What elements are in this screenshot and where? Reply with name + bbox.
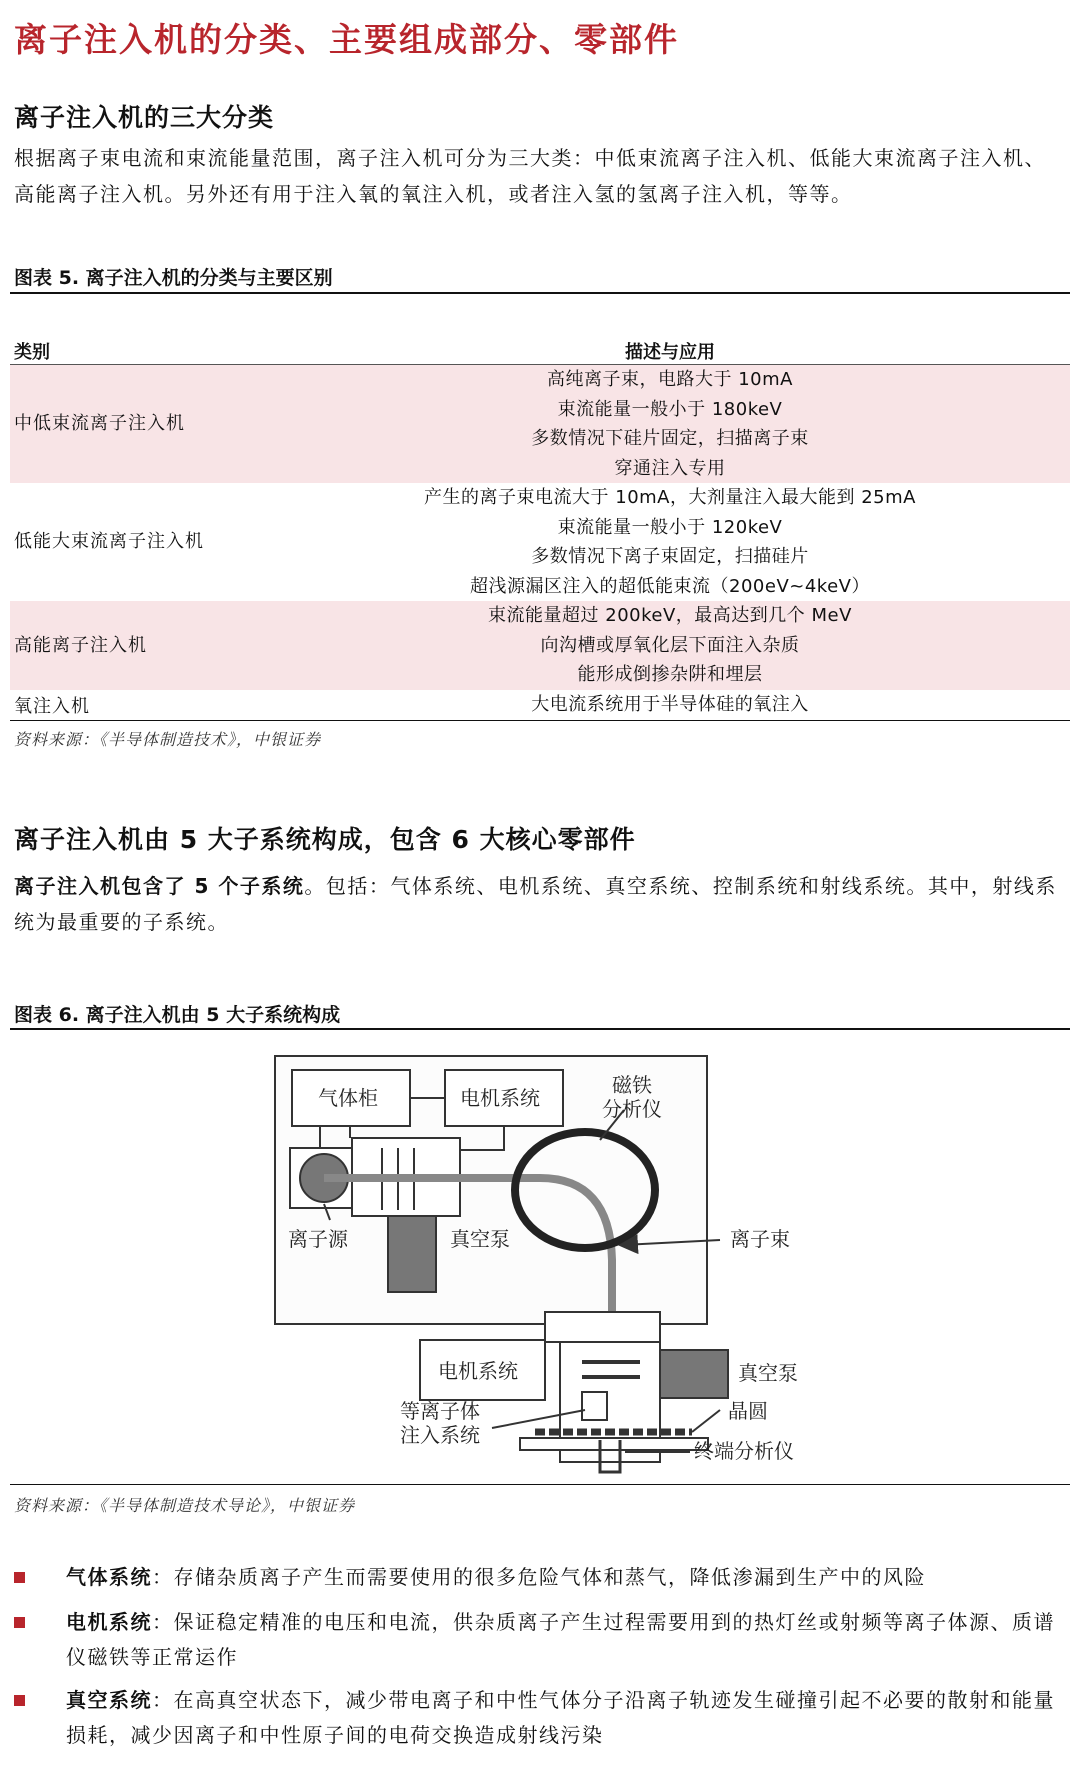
bullet-term: 电机系统 [66,1610,152,1634]
row-category: 低能大束流离子注入机 [14,531,204,552]
label-wafer: 晶圆 [728,1399,768,1423]
row-description [380,365,960,483]
label-magnet-analyzer-1: 磁铁 [612,1073,652,1097]
desc-line: 束流能量一般小于 120keV [557,516,783,538]
table-header [10,334,1070,365]
row-description [380,483,960,601]
label-plasma-1: 等离子体 [400,1399,480,1423]
label-vacuum-pump-top: 真空泵 [450,1227,510,1251]
bullet-vacuum-system [14,1683,1064,1753]
figure6-top-rule [10,1028,1070,1030]
page-title: 离子注入机的分类、主要组成部分、零部件 [14,20,679,59]
section1-heading: 离子注入机的三大分类 [14,103,275,132]
header-description: 描述与应用 [625,342,715,363]
table-row [10,690,1070,721]
desc-line: 束流能量一般小于 180keV [557,398,783,420]
bullet-square-icon [14,1617,25,1628]
label-ion-beam: 离子束 [730,1227,790,1251]
table-row [10,483,1070,601]
section2-heading: 离子注入机由 5 大子系统构成，包含 6 大核心零部件 [14,825,636,854]
row-category: 氧注入机 [14,696,90,717]
table5-source: 资料来源：《半导体制造技术》，中银证券 [14,730,322,749]
desc-line: 超浅源漏区注入的超低能束流（200eV~4keV） [470,575,870,597]
vacuum-pump-right [660,1350,728,1398]
end-station-top [545,1312,660,1342]
table-row [10,365,1070,483]
row-description [380,601,960,690]
classification-table [10,334,1070,721]
header-category: 类别 [14,342,50,363]
desc-line: 穿通注入专用 [614,457,726,479]
table5-caption: 图表 5. 离子注入机的分类与主要区别 [14,267,333,289]
bullet-motor-system [14,1605,1064,1675]
table5-top-rule [10,292,1070,294]
desc-line: 束流能量超过 200keV，最高达到几个 MeV [488,605,852,626]
label-magnet-analyzer-2: 分析仪 [602,1097,662,1121]
ion-implanter-diagram [0,1040,1080,1480]
figure6-caption: 图表 6. 离子注入机由 5 大子系统构成 [14,1004,341,1026]
desc-line: 多数情况下硅片固定，扫描离子束 [531,428,809,449]
section2-lead: 离子注入机包含了 5 个子系统 [14,874,305,898]
row-category: 中低束流离子注入机 [14,413,185,434]
label-ion-source: 离子源 [288,1227,348,1251]
label-plasma-2: 注入系统 [400,1423,480,1447]
label-motor-system-bottom: 电机系统 [438,1359,518,1383]
figure6-source: 资料来源：《半导体制造技术导论》，中银证券 [14,1496,356,1515]
bullet-square-icon [14,1695,25,1706]
section2-rest: 。包括：气体系统、电机系统、真空系统、控制系统和射线系统。其中，射线系统为最重要的子系统。 [14,874,1057,934]
desc-line: 能形成倒掺杂阱和埋层 [577,664,763,685]
desc-line: 向沟槽或厚氧化层下面注入杂质 [540,634,800,656]
label-gas-cabinet: 气体柜 [318,1086,378,1110]
desc-line: 大电流系统用于半导体硅的氧注入 [531,694,809,715]
figure6-bottom-rule [10,1484,1070,1485]
section2-paragraph [14,868,1064,940]
label-vacuum-pump-right: 真空泵 [738,1361,798,1385]
desc-line: 产生的离子束电流大于 10mA，大剂量注入最大能到 25mA [424,487,916,508]
label-motor-system-top: 电机系统 [460,1086,540,1110]
vacuum-pump-top [388,1216,436,1292]
row-category: 高能离子注入机 [14,635,147,656]
desc-line: 多数情况下离子束固定，扫描硅片 [531,546,809,567]
desc-line: 高纯离子束，电路大于 10mA [547,369,793,390]
bullet-gas-system [14,1560,1064,1595]
bullet-text: ：存储杂质离子产生而需要使用的很多危险气体和蒸气，降低渗漏到生产中的风险 [152,1565,926,1589]
table-row [10,601,1070,690]
bullet-term: 真空系统 [66,1688,152,1712]
bullet-square-icon [14,1572,25,1583]
row-description [380,690,960,720]
section1-paragraph: 根据离子束电流和束流能量范围，离子注入机可分为三大类：中低束流离子注入机、低能大束流离子注入机、高能离子注入机。另外还有用于注入氧的氧注入机，或者注入氢的氢离子注入机，等等。 [14,146,1046,206]
label-end-analyzer: 终端分析仪 [694,1439,794,1463]
bullet-text: ：在高真空状态下，减少带电离子和中性气体分子沿离子轨迹发生碰撞引起不必要的散射和能量损耗，减少因离子和中性原子间的电荷交换造成射线污染 [66,1688,1055,1747]
bullet-term: 气体系统 [66,1565,152,1589]
bullet-text: ：保证稳定精准的电压和电流，供杂质离子产生过程需要用到的热灯丝或射频等离子体源、质谱仪磁铁等正常运作 [66,1610,1055,1669]
